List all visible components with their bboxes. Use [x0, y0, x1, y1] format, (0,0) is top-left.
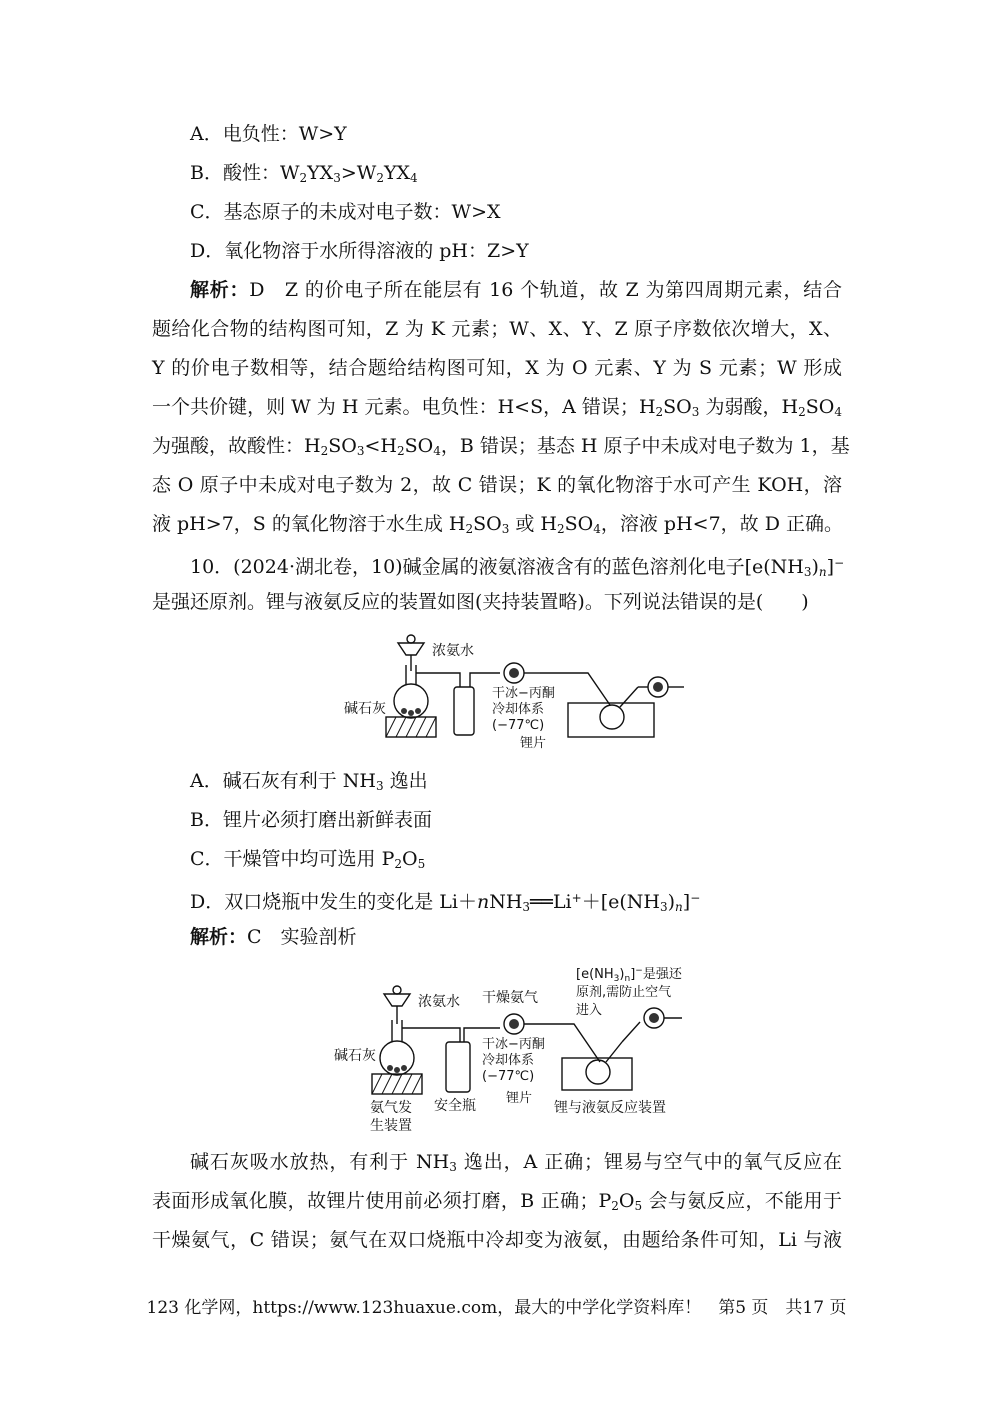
q10-option-b: B．锂片必须打磨出新鲜表面 — [190, 809, 432, 831]
q9-option-a: A．电负性：W>Y — [190, 123, 347, 145]
label-li: 锂片 — [520, 736, 547, 751]
svg-text:氨气发: 氨气发 — [370, 1100, 412, 1116]
label-ammonia: 浓氨水 — [432, 643, 474, 659]
label-cool2: 冷却体系 — [492, 702, 545, 717]
q10-analysis: 解析：C 实验剖析 — [190, 926, 357, 948]
safety-bottle — [454, 687, 474, 735]
q10-explain-line1: 碱石灰吸水放热，有利于 $NH_3$ 逸出，A 正确；锂易与空气中的氧气反应在 — [190, 1151, 842, 1174]
svg-text:原剂,需防止空气: 原剂,需防止空气 — [576, 985, 672, 1000]
svg-text:安全瓶: 安全瓶 — [434, 1098, 476, 1114]
svg-text:干燥氨气: 干燥氨气 — [482, 990, 538, 1006]
q9-option-d: D．氧化物溶于水所得溶液的 pH：Z>Y — [190, 240, 529, 262]
q10-explain-line2: 表面形成氧化膜，故锂片使用前必须打磨，B 正确；$P_2O_5$ 会与氨反应，不能用于 — [152, 1190, 842, 1213]
q10-stem-line1: 10．(2024·湖北卷，10)碱金属的液氨溶液含有的蓝色溶剂化电子$[e(NH_3)_n]^-$ — [190, 556, 845, 579]
q9-option-b: B．酸性：$W_2YX_3>W_2YX_4$ — [190, 162, 418, 185]
q9-analysis-line1: 解析：D Z 的价电子所在能层有 16 个轨道，故 Z 为第四周期元素，结合 — [190, 279, 842, 301]
svg-text:生装置: 生装置 — [370, 1118, 412, 1134]
svg-text:干冰−丙酮: 干冰−丙酮 — [482, 1037, 545, 1052]
svg-text:(−77℃): (−77℃) — [482, 1069, 535, 1084]
q9-analysis-line6: 态 O 原子中未成对电子数为 2，故 C 错误；K 的氧化物溶于水可产生 KOH，溶 — [152, 474, 842, 496]
svg-text:进入: 进入 — [576, 1003, 603, 1018]
page-footer: 123 化学网，https://www.123huaxue.com，最大的中学化学资料库！ 第5 页 共17 页 — [146, 1298, 847, 1318]
apparatus-figure-2 — [330, 962, 710, 1138]
apparatus-figure-1 — [340, 625, 700, 755]
q9-analysis-line3: Y 的价电子数相等，结合题给结构图可知，X 为 O 元素、Y 为 S 元素；W 形成 — [152, 357, 842, 379]
q9-analysis-line7: 液 pH>7，S 的氧化物溶于水生成 $H_2SO_3$ 或 $H_2SO_4$，溶液 pH<7，故 D 正确。 — [152, 513, 843, 536]
q10-explain-line3: 干燥氨气，C 错误；氨气在双口烧瓶中冷却变为液氨，由题给条件可知，Li 与液 — [152, 1229, 842, 1251]
label-lime: 碱石灰 — [344, 701, 386, 717]
dropping-funnel — [398, 643, 424, 655]
q9-option-c: C．基态原子的未成对电子数：W>X — [190, 201, 501, 223]
q10-stem-line2: 是强还原剂。锂与液氨反应的装置如图(夹持装置略)。下列说法错误的是( ) — [152, 591, 809, 613]
label-cool1: 干冰−丙酮 — [492, 686, 555, 701]
q10-option-a: A．碱石灰有利于 $NH_3$ 逸出 — [190, 770, 428, 793]
two-neck-flask — [600, 705, 624, 729]
q9-analysis-line2: 题给化合物的结构图可知，Z 为 K 元素；W、X、Y、Z 原子序数依次增大，X、 — [152, 318, 842, 340]
q9-analysis-line4: 一个共价键，则 W 为 H 元素。电负性：H<S，A 错误；$H_2SO_3$ 为弱酸，$H_2SO_4$ — [152, 396, 842, 419]
q9-analysis-line5: 为强酸，故酸性：$H_2SO_3<H_2SO_4$，B 错误；基态 H 原子中未成对电子数为 1，基 — [152, 435, 850, 458]
svg-text:锂片: 锂片 — [506, 1091, 533, 1106]
svg-text:碱石灰: 碱石灰 — [334, 1048, 376, 1064]
q10-option-d: D．双口烧瓶中发生的变化是 $Li+nNH_3══Li^++[e(NH_3)_n]^-$ — [190, 891, 701, 914]
q10-option-c: C．干燥管中均可选用 $P_2O_5$ — [190, 848, 426, 871]
label-cool3: (−77℃) — [492, 718, 545, 733]
svg-text:冷却体系: 冷却体系 — [482, 1053, 535, 1068]
svg-text:锂与液氨反应装置: 锂与液氨反应装置 — [554, 1100, 666, 1116]
cooling-bath — [568, 703, 654, 737]
svg-text:浓氨水: 浓氨水 — [418, 994, 460, 1010]
svg-text:[e(NH3)n]−是强还: $[e(NH_3)_n]^-$是强还 — [576, 966, 682, 984]
